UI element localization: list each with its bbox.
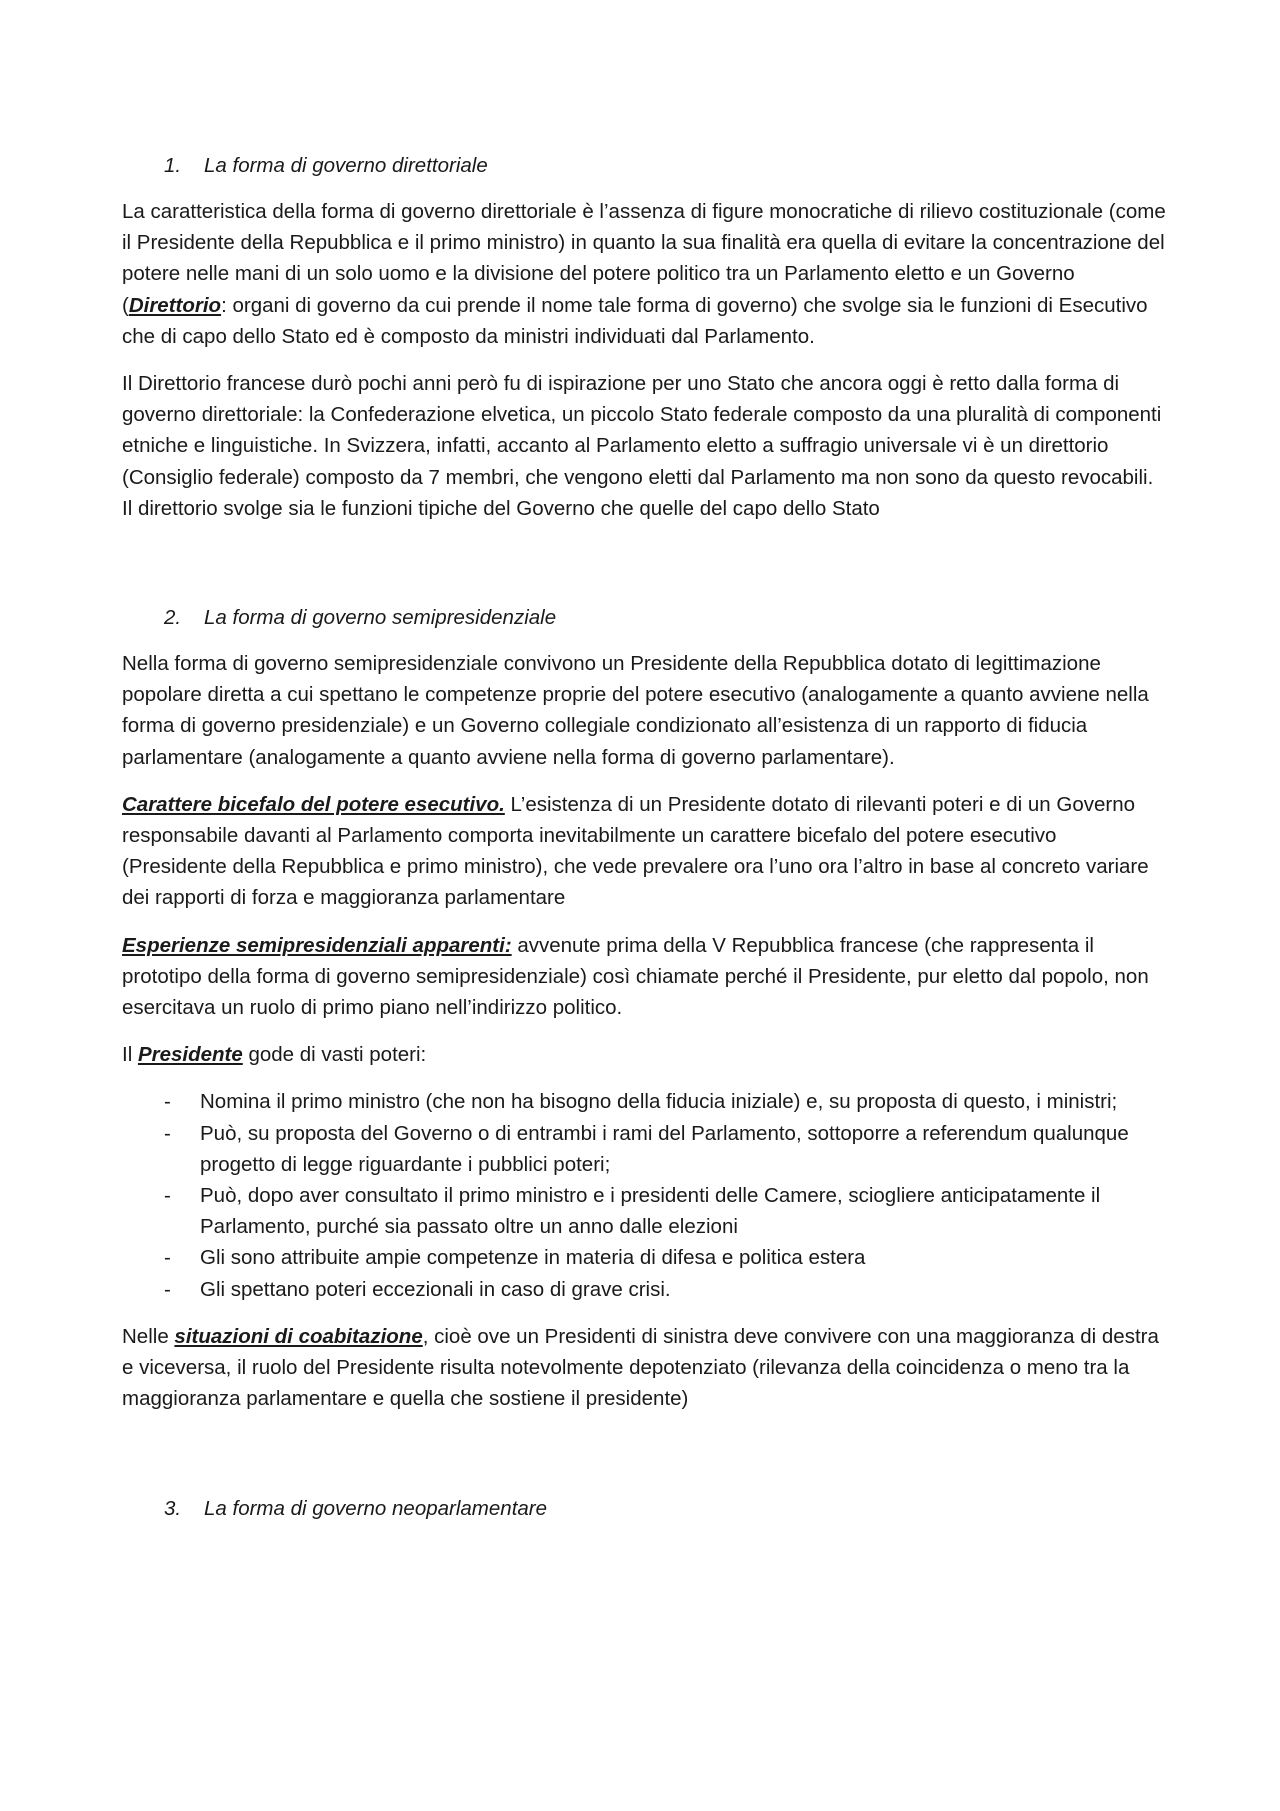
section-heading — [122, 150, 1166, 181]
section-heading — [122, 1493, 1166, 1524]
list-bullet: - — [164, 1121, 171, 1145]
paragraph — [122, 196, 1166, 352]
paragraph-text: : organi di governo da cui prende il nome tale forma di governo) che svolge sia le funzioni di Esecutivo che di capo dello Stato ed è composto da ministri individuati dal Parlamento. — [122, 293, 1148, 348]
list-item-text: Può, su proposta del Governo o di entrambi i rami del Parlamento, sottoporre a referendum qualunque progetto di legge riguardante i pubblici poteri; — [200, 1121, 1129, 1176]
paragraph: Il Direttorio francese durò pochi anni però fu di ispirazione per uno Stato che ancora oggi è retto dalla forma di governo direttoriale: la Confederazione elvetica, un piccolo Stato federale composto da una pluralità di componenti etniche e linguistiche. In Svizzera, infatti, accanto al Parlamento eletto a suffragio universale vi è un direttorio (Consiglio federale) composto da 7 membri, che vengono eletti dal Parlamento ma non sono da questo revocabili. Il direttorio svolge sia le funzioni tipiche del Governo che quelle del capo dello Stato — [122, 372, 1162, 520]
list-bullet: - — [164, 1184, 171, 1208]
paragraph-text: La caratteristica della forma di governo direttoriale è l’assenza di figure monocratiche di rilievo costituzionale (come il Presidente della Repubblica e il primo ministro) in quanto la sua finalità era quella di evitare la concentrazione del potere nelle mani di un solo uomo e la divisione del potere politico tra un Parlamento eletto e un Governo ( — [122, 200, 1166, 317]
list-bullet: - — [164, 1090, 171, 1114]
spacer — [122, 540, 1166, 602]
emphasized-term: Esperienze semipresidenziali apparenti: — [122, 933, 512, 957]
spacer — [122, 1431, 1166, 1493]
paragraph-text: gode di vasti poteri: — [242, 1043, 427, 1067]
paragraph — [122, 930, 1166, 1024]
paragraph-text: L’esistenza di un Presidente dotato di rilevanti poteri e di un Governo responsabile davanti al Parlamento comporta inevitabilmente un carattere bicefalo del potere esecutivo (Presidente della Repubblica e primo ministro), che vede prevalere ora l’uno ora l’altro in base al concreto variare dei rapporti di forza e maggioranza parlamentare — [122, 792, 1149, 910]
paragraph: Nella forma di governo semipresidenziale convivono un Presidente della Repubblica dotato di legittimazione popolare diretta a cui spettano le competenze proprie del potere esecutivo (analogamente a quanto avviene nella forma di governo presidenziale) e un Governo collegiale condizionato all’esistenza di un rapporto di fiducia parlamentare (analogamente a quanto avviene nella forma di governo parlamentare). — [122, 652, 1149, 769]
emphasized-term: Presidente — [137, 1043, 243, 1067]
list-item — [122, 1118, 1166, 1180]
list-item — [122, 1086, 1166, 1117]
paragraph — [122, 789, 1166, 914]
section-heading — [122, 602, 1166, 633]
section-title: La forma di governo direttoriale — [204, 154, 488, 177]
emphasized-term: Carattere bicefalo del potere esecutivo. — [122, 792, 505, 816]
section-title: La forma di governo semipresidenziale — [204, 606, 557, 630]
list-item — [122, 1242, 1166, 1273]
list-item — [122, 1180, 1166, 1242]
paragraph — [122, 1321, 1166, 1415]
list-bullet: - — [164, 1277, 171, 1301]
paragraph-text: Il — [122, 1043, 138, 1067]
list-item-text: Può, dopo aver consultato il primo ministro e i presidenti delle Camere, sciogliere anticipatamente il Parlamento, purché sia passato oltre un anno dalle elezioni — [200, 1184, 1101, 1239]
list-item-text: Gli spettano poteri eccezionali in caso di grave crisi. — [200, 1277, 671, 1301]
section-number: 3. — [164, 1496, 182, 1520]
list-item — [122, 1274, 1166, 1305]
list-item-text: Nomina il primo ministro (che non ha bisogno della fiducia iniziale) e, su proposta di questo, i ministri; — [200, 1090, 1118, 1114]
list-item-text: Gli sono attribuite ampie competenze in materia di difesa e politica estera — [200, 1246, 866, 1270]
section-title: La forma di governo neoparlamentare — [204, 1496, 548, 1520]
list-bullet: - — [164, 1246, 171, 1270]
powers-list — [122, 1086, 1166, 1304]
paragraph-text: Nelle — [122, 1324, 175, 1348]
section-number: 1. — [164, 154, 182, 177]
paragraph — [122, 1039, 1166, 1070]
section-number: 2. — [164, 606, 182, 630]
emphasized-term: situazioni di coabitazione — [174, 1324, 423, 1348]
paragraph-text: , cioè ove un Presidenti di sinistra deve convivere con una maggioranza di destra e viceversa, il ruolo del Presidente risulta notevolmente depotenziato (rilevanza della coincidenza o meno tra la maggioranza parlamentare e quella che sostiene il presidente) — [122, 1324, 1159, 1411]
paragraph-text: avvenute prima della V Repubblica francese (che rappresenta il prototipo della forma di governo semipresidenziale) così chiamate perché il Presidente, pur eletto dal popolo, non esercitava un ruolo di primo piano nell’indirizzo politico. — [122, 933, 1149, 1020]
emphasized-term: Direttorio — [128, 293, 222, 317]
